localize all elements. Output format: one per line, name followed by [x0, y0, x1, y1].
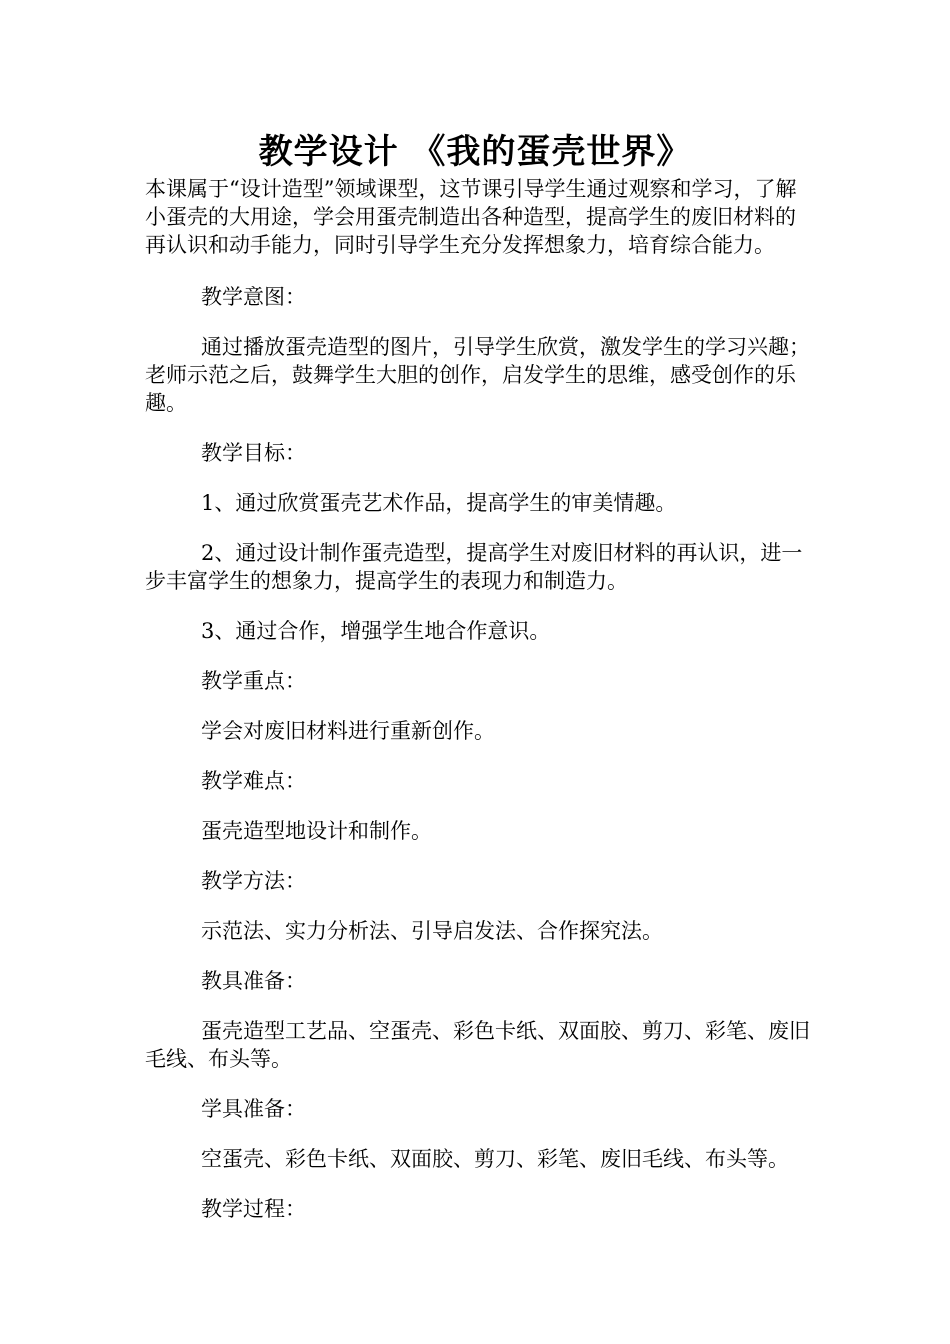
methods-text: 示范法、实力分析法、引导启发法、合作探究法。 [201, 919, 663, 943]
difficulties-text: 蛋壳造型地设计和制作。 [201, 819, 432, 843]
key-points-text: 学会对废旧材料进行重新创作。 [201, 719, 495, 743]
heading-methods: 教学方法： [201, 869, 306, 893]
goal-item-2: 2、通过设计制作蛋壳造型，提高学生对废旧材料的再认识，进一步丰富学生的想象力，提高学生的表现力和制造力。 [145, 541, 803, 593]
heading-key-points: 教学重点： [201, 669, 306, 693]
teaching-aids-text: 蛋壳造型工艺品、空蛋壳、彩色卡纸、双面胶、剪刀、彩笔、废旧毛线、布头等。 [145, 1019, 810, 1071]
heading-teaching-aids: 教具准备： [201, 969, 306, 993]
heading-teaching-process: 教学过程： [201, 1197, 306, 1221]
heading-teaching-goals: 教学目标： [201, 441, 306, 465]
heading-student-materials: 学具准备： [201, 1097, 306, 1121]
goal-item-1: 1、通过欣赏蛋壳艺术作品，提高学生的审美情趣。 [201, 491, 677, 515]
intro-paragraph: 本课属于“设计造型”领域课型，这节课引导学生通过观察和学习，了解小蛋壳的大用途，学会用蛋壳制造出各种造型，提高学生的废旧材料的再认识和动手能力，同时引导学生充分发挥想象力，培育综合能力。 [145, 177, 797, 257]
goal-item-3: 3、通过合作，增强学生地合作意识。 [201, 619, 551, 643]
document-body [145, 175, 811, 1245]
teaching-intent-paragraph: 通过播放蛋壳造型的图片，引导学生欣赏，激发学生的学习兴趣；老师示范之后，鼓舞学生大胆的创作，启发学生的思维，感受创作的乐趣。 [145, 335, 810, 415]
heading-teaching-intent: 教学意图： [201, 285, 306, 309]
heading-difficulties: 教学难点： [201, 769, 306, 793]
student-materials-text: 空蛋壳、彩色卡纸、双面胶、剪刀、彩笔、废旧毛线、布头等。 [201, 1147, 789, 1171]
document-title: 教学设计 《我的蛋壳世界》 [258, 132, 692, 172]
